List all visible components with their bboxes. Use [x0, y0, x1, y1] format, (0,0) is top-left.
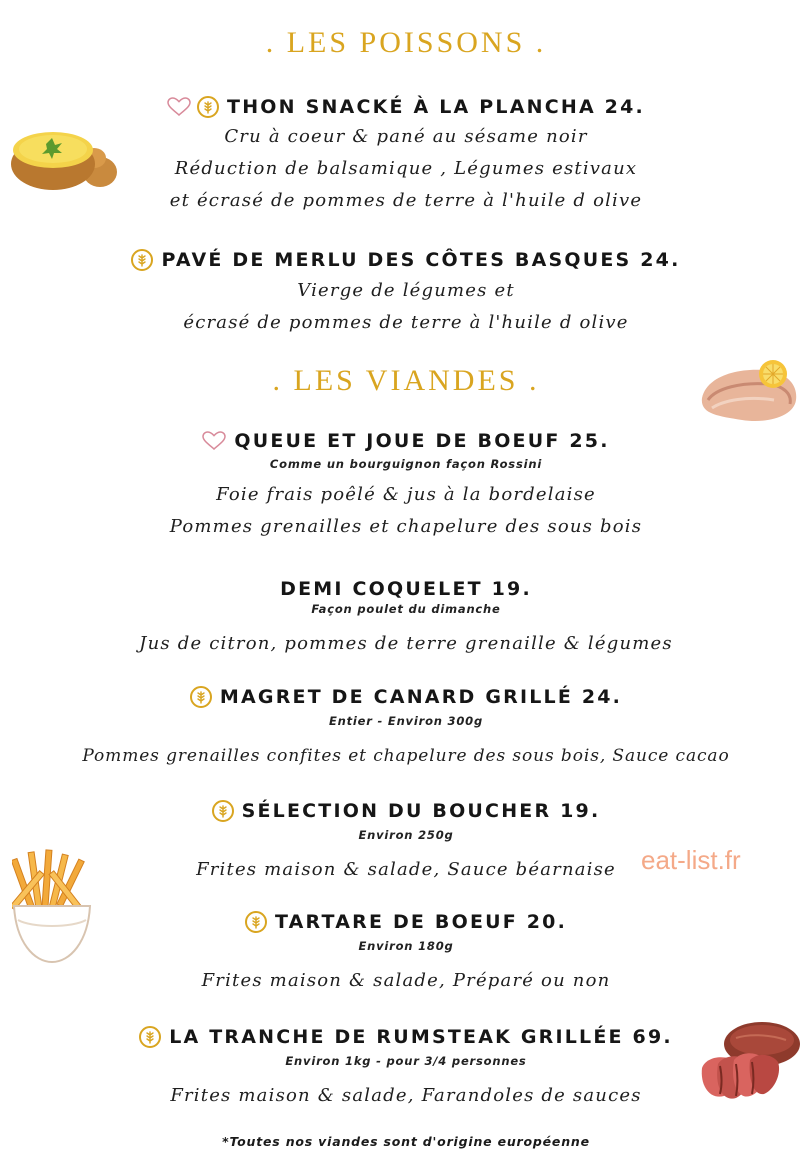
- wheat-icon: [131, 249, 153, 271]
- dish-name-coquelet: DEMI COQUELET 19.: [280, 578, 532, 600]
- wheat-icon: [245, 911, 267, 933]
- dish-name-rumsteak: LA TRANCHE DE RUMSTEAK GRILLÉE 69.: [169, 1026, 673, 1048]
- dish-desc-queue-joue-2: Pommes grenailles et chapelure des sous bois: [169, 516, 643, 537]
- section-title-fish: . LES POISSONS .: [265, 26, 547, 59]
- dish-desc-thon-3: et écrasé de pommes de terre à l'huile d olive: [169, 190, 643, 211]
- dish-rumsteak: [0, 1026, 812, 1112]
- aioli-bowl-illustration: [8, 122, 120, 198]
- dish-desc-rumsteak-1: Frites maison & salade, Farandoles de sauces: [170, 1085, 642, 1106]
- dish-name-thon: THON SNACKÉ À LA PLANCHA 24.: [227, 96, 645, 118]
- dish-thon: [0, 96, 812, 217]
- dish-subtitle-queue-joue: Comme un bourguignon façon Rossini: [269, 457, 543, 471]
- dish-name-selection-boucher: SÉLECTION DU BOUCHER 19.: [241, 800, 601, 822]
- heart-icon: [167, 97, 191, 117]
- fries-bowl-illustration: [12, 848, 94, 970]
- heart-icon: [202, 431, 226, 451]
- dish-merlu: [0, 249, 812, 339]
- dish-desc-coquelet-1: Jus de citron, pommes de terre grenaille & légumes: [139, 633, 673, 654]
- dish-desc-magret-1: Pommes grenailles confites et chapelure des sous bois, Sauce cacao: [82, 746, 730, 766]
- dish-coquelet: [0, 578, 812, 660]
- dish-desc-merlu-2: écrasé de pommes de terre à l'huile d olive: [183, 312, 629, 333]
- footnote: *Toutes nos viandes sont d'origine européenne: [222, 1134, 590, 1149]
- wheat-icon: [197, 96, 219, 118]
- dish-subtitle-magret: Entier - Environ 300g: [328, 714, 483, 728]
- dish-desc-thon-1: Cru à coeur & pané au sésame noir: [224, 126, 588, 147]
- dish-subtitle-coquelet: Façon poulet du dimanche: [311, 602, 501, 616]
- sliced-steak-illustration: [696, 1016, 804, 1112]
- dish-name-queue-joue: QUEUE ET JOUE DE BOEUF 25.: [234, 430, 610, 452]
- dish-tartare: [0, 911, 812, 997]
- wheat-icon: [212, 800, 234, 822]
- dish-name-tartare: TARTARE DE BOEUF 20.: [274, 911, 568, 933]
- dish-subtitle-tartare: Environ 180g: [358, 939, 454, 953]
- dish-desc-tartare-1: Frites maison & salade, Préparé ou non: [201, 970, 611, 991]
- dish-name-magret: MAGRET DE CANARD GRILLÉ 24.: [219, 686, 623, 708]
- dish-subtitle-rumsteak: Environ 1kg - pour 3/4 personnes: [285, 1054, 527, 1068]
- dish-magret: [0, 686, 812, 772]
- dish-subtitle-selection-boucher: Environ 250g: [358, 828, 454, 842]
- dish-queue-joue: [0, 430, 812, 543]
- watermark: eat-list.fr: [641, 845, 741, 875]
- dish-name-merlu: PAVÉ DE MERLU DES CÔTES BASQUES 24.: [161, 249, 681, 271]
- wheat-icon: [190, 686, 212, 708]
- wheat-icon: [139, 1026, 161, 1048]
- dish-desc-queue-joue-1: Foie frais poêlé & jus à la bordelaise: [216, 484, 596, 505]
- dish-desc-selection-boucher-1: Frites maison & salade, Sauce béarnaise: [196, 859, 616, 880]
- dish-desc-thon-2: Réduction de balsamique , Légumes estivaux: [174, 158, 638, 179]
- section-title-meat: . LES VIANDES .: [272, 364, 540, 397]
- dish-desc-merlu-1: Vierge de légumes et: [297, 280, 515, 301]
- fish-fillet-illustration: [698, 354, 802, 432]
